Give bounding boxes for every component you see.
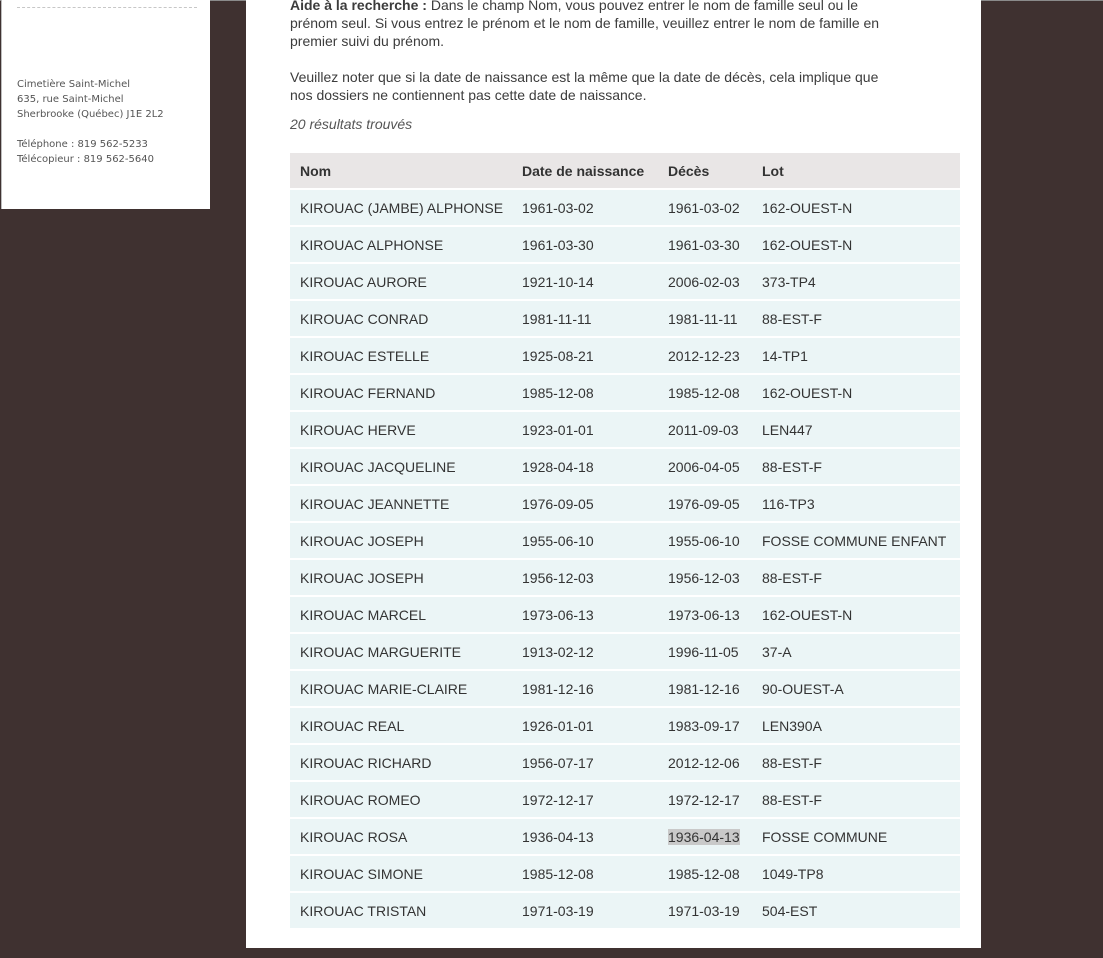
fax-number: Télécopieur : 819 562-5640	[17, 154, 154, 165]
cell-birth-date: 1981-11-11	[512, 300, 658, 337]
cell-name: KIROUAC MARIE-CLAIRE	[290, 670, 512, 707]
cell-lot: 88-EST-F	[752, 559, 960, 596]
cell-birth-date: 1956-07-17	[512, 744, 658, 781]
table-row	[290, 226, 960, 263]
help-label: Aide à la recherche :	[290, 0, 427, 13]
cell-death-date: 2012-12-06	[658, 744, 752, 781]
cell-birth-date: 1976-09-05	[512, 485, 658, 522]
cell-name: KIROUAC FERNAND	[290, 374, 512, 411]
cell-lot: 162-OUEST-N	[752, 226, 960, 263]
cell-name: KIROUAC TRISTAN	[290, 892, 512, 928]
cell-birth-date: 1972-12-17	[512, 781, 658, 818]
cell-birth-date: 1985-12-08	[512, 855, 658, 892]
table-row	[290, 855, 960, 892]
cell-lot: FOSSE COMMUNE	[752, 818, 960, 855]
table-row	[290, 781, 960, 818]
cell-name: KIROUAC MARCEL	[290, 596, 512, 633]
cell-birth-date: 1955-06-10	[512, 522, 658, 559]
cell-birth-date: 1961-03-02	[512, 189, 658, 226]
cell-lot: LEN390A	[752, 707, 960, 744]
column-header-lot: Lot	[752, 153, 960, 189]
cell-name: KIROUAC CONRAD	[290, 300, 512, 337]
cell-death-date: 1983-09-17	[658, 707, 752, 744]
divider	[17, 7, 197, 8]
cell-death-date: 1961-03-02	[658, 189, 752, 226]
cell-death-date: 2011-09-03	[658, 411, 752, 448]
cell-lot: 162-OUEST-N	[752, 189, 960, 226]
table-row	[290, 448, 960, 485]
sidebar-contact-panel	[1, 0, 210, 209]
cell-lot: 88-EST-F	[752, 744, 960, 781]
phone-number: Téléphone : 819 562-5233	[17, 139, 148, 150]
cell-death-date: 2006-02-03	[658, 263, 752, 300]
cell-name: KIROUAC JOSEPH	[290, 559, 512, 596]
cell-birth-date: 1956-12-03	[512, 559, 658, 596]
cell-lot: 88-EST-F	[752, 448, 960, 485]
cell-name: KIROUAC ALPHONSE	[290, 226, 512, 263]
cell-name: KIROUAC HERVE	[290, 411, 512, 448]
cell-birth-date: 1925-08-21	[512, 337, 658, 374]
cell-birth-date: 1928-04-18	[512, 448, 658, 485]
cell-lot: 90-OUEST-A	[752, 670, 960, 707]
cell-death-date: 2006-04-05	[658, 448, 752, 485]
cell-name: KIROUAC JACQUELINE	[290, 448, 512, 485]
cell-name: KIROUAC JOSEPH	[290, 522, 512, 559]
cell-birth-date: 1936-04-13	[512, 818, 658, 855]
cell-death-date: 1971-03-19	[658, 892, 752, 928]
city-postal: Sherbrooke (Québec) J1E 2L2	[17, 109, 164, 120]
search-help	[290, 0, 890, 104]
contact-info	[17, 77, 164, 167]
cell-lot: 1049-TP8	[752, 855, 960, 892]
main-content	[246, 0, 981, 948]
help-text: Dans le champ Nom, vous pouvez entrer le nom de famille seul ou le prénom seul. Si vous entrez le prénom et le nom de famille, veuillez entrer le nom de famille en premier suivi du prénom.	[290, 0, 880, 49]
table-row	[290, 411, 960, 448]
cell-lot: 162-OUEST-N	[752, 374, 960, 411]
cemetery-name: Cimetière Saint-Michel	[17, 79, 131, 90]
cell-death-date: 1981-11-11	[658, 300, 752, 337]
cell-lot: 88-EST-F	[752, 300, 960, 337]
cell-death-date: 1985-12-08	[658, 855, 752, 892]
table-row	[290, 189, 960, 226]
cell-birth-date: 1921-10-14	[512, 263, 658, 300]
cell-birth-date: 1973-06-13	[512, 596, 658, 633]
cell-name: KIROUAC AURORE	[290, 263, 512, 300]
cell-death-date: 1996-11-05	[658, 633, 752, 670]
cell-death-date: 1956-12-03	[658, 559, 752, 596]
table-row	[290, 300, 960, 337]
cell-birth-date: 1981-12-16	[512, 670, 658, 707]
cell-birth-date: 1913-02-12	[512, 633, 658, 670]
column-header-birth: Date de naissance	[512, 153, 658, 189]
cell-name: KIROUAC ROMEO	[290, 781, 512, 818]
column-header-death: Décès	[658, 153, 752, 189]
cell-name: KIROUAC ROSA	[290, 818, 512, 855]
birthdate-note: Veuillez noter que si la date de naissance est la même que la date de décès, cela implique que nos dossiers ne contiennent pas cette date de naissance.	[290, 69, 879, 103]
table-row	[290, 263, 960, 300]
table-row	[290, 892, 960, 928]
cell-lot: FOSSE COMMUNE ENFANT	[752, 522, 960, 559]
cell-lot: 504-EST	[752, 892, 960, 928]
table-row	[290, 633, 960, 670]
cell-death-date: 1981-12-16	[658, 670, 752, 707]
cell-death-date	[658, 818, 752, 855]
cell-name: KIROUAC MARGUERITE	[290, 633, 512, 670]
street-address: 635, rue Saint-Michel	[17, 94, 124, 105]
cell-birth-date: 1961-03-30	[512, 226, 658, 263]
cell-birth-date: 1971-03-19	[512, 892, 658, 928]
column-header-name: Nom	[290, 153, 512, 189]
help-paragraph	[290, 0, 890, 50]
cell-lot: 14-TP1	[752, 337, 960, 374]
cell-birth-date: 1923-01-01	[512, 411, 658, 448]
table-header-row	[290, 153, 960, 189]
cell-lot: 88-EST-F	[752, 781, 960, 818]
table-row	[290, 374, 960, 411]
cell-death-date: 1976-09-05	[658, 485, 752, 522]
cell-name: KIROUAC (JAMBE) ALPHONSE	[290, 189, 512, 226]
results-count: 20 résultats trouvés	[290, 116, 413, 132]
cell-lot: 37-A	[752, 633, 960, 670]
cell-name: KIROUAC REAL	[290, 707, 512, 744]
cell-name: KIROUAC RICHARD	[290, 744, 512, 781]
cell-birth-date: 1985-12-08	[512, 374, 658, 411]
table-row	[290, 559, 960, 596]
cell-name: KIROUAC SIMONE	[290, 855, 512, 892]
table-row	[290, 337, 960, 374]
table-row	[290, 707, 960, 744]
results-body	[290, 189, 960, 928]
cell-lot: 116-TP3	[752, 485, 960, 522]
cell-lot: 373-TP4	[752, 263, 960, 300]
cell-name: KIROUAC ESTELLE	[290, 337, 512, 374]
cell-death-date: 1973-06-13	[658, 596, 752, 633]
selected-text: 1936-04-13	[668, 828, 740, 845]
results-table	[290, 153, 960, 928]
cell-death-date: 2012-12-23	[658, 337, 752, 374]
cell-name: KIROUAC JEANNETTE	[290, 485, 512, 522]
cell-death-date: 1972-12-17	[658, 781, 752, 818]
table-row	[290, 596, 960, 633]
cell-death-date: 1985-12-08	[658, 374, 752, 411]
table-row	[290, 744, 960, 781]
table-row	[290, 485, 960, 522]
table-row	[290, 818, 960, 855]
table-row	[290, 522, 960, 559]
cell-lot: LEN447	[752, 411, 960, 448]
cell-lot: 162-OUEST-N	[752, 596, 960, 633]
cell-birth-date: 1926-01-01	[512, 707, 658, 744]
cell-death-date: 1961-03-30	[658, 226, 752, 263]
table-row	[290, 670, 960, 707]
cell-death-date: 1955-06-10	[658, 522, 752, 559]
